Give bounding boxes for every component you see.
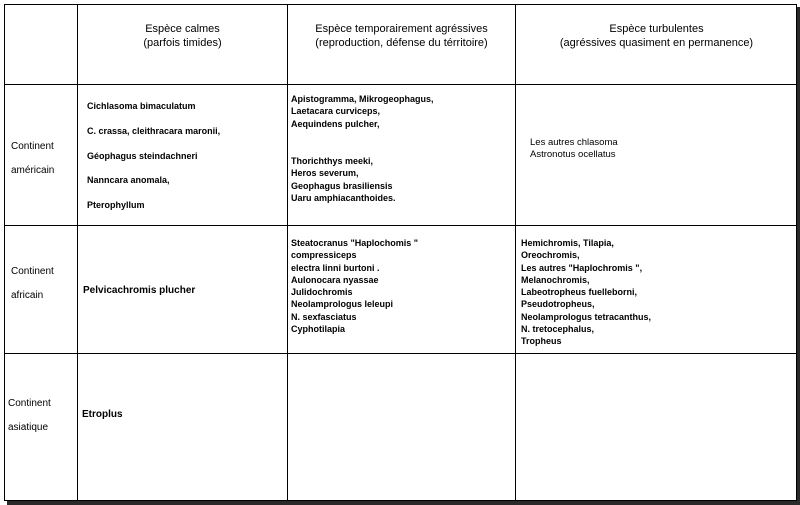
list-item: Steatocranus "Haplochomis " (291, 238, 419, 248)
list-item: Les autres "Haplochromis ", (521, 262, 643, 273)
list-item: Cyphotilapia (291, 324, 346, 335)
cell-asiatique-calm: Etroplus (82, 409, 123, 420)
list-item: Julidochromis (291, 287, 353, 298)
row-label-line2: africain (11, 290, 44, 301)
row-label-americain (11, 141, 54, 177)
list-item: Nanncara anomala, (87, 175, 170, 186)
col-divider-2 (287, 4, 288, 501)
header-turbulent-title: Espèce turbulentes (609, 23, 704, 35)
list-item: Thorichthys meeki, (291, 156, 374, 166)
list-item: Pseudotropheus, (521, 299, 595, 310)
list-item: N. tretocephalus, (521, 324, 595, 335)
list-item: Hemichromis, Tilapia, (521, 238, 614, 248)
list-item: electra linni burtoni . (291, 262, 380, 273)
cell-africain-calm: Pelvicachromis plucher (83, 285, 196, 296)
col-divider-1 (77, 4, 78, 501)
row-label-africain (11, 266, 54, 302)
list-item: Aequindens pulcher, (291, 118, 380, 129)
row-label-line2: américain (11, 165, 55, 176)
list-item: Neolamprologus leleupi (291, 299, 394, 310)
header-turbulent-subtitle: (agréssives quasiment en permanence) (559, 37, 754, 49)
header-calm-title: Espèce calmes (145, 23, 220, 35)
list-item: Oreochromis, (521, 250, 580, 261)
header-turbulent (516, 22, 797, 50)
list-item: Geophagus brasiliensis (291, 180, 393, 191)
row-label-line1: Continent (11, 266, 54, 277)
row-label-line1: Continent (8, 398, 51, 409)
cell-americain-turbulent (530, 137, 618, 162)
row-label-line2: asiatique (8, 422, 49, 433)
col-divider-3 (515, 4, 516, 501)
header-temporary-title: Espèce temporairement agréssives (315, 23, 488, 35)
header-temporary (288, 22, 515, 50)
header-temporary-subtitle: (reproduction, défense du térritoire) (315, 37, 488, 49)
list-item: Laetacara curviceps, (291, 106, 381, 117)
list-item: Heros severum, (291, 168, 359, 179)
row-label-asiatique (8, 398, 51, 434)
list-item: compressiceps (291, 250, 357, 261)
list-item: Apistogramma, Mikrogeophagus, (291, 94, 434, 104)
cell-americain-temporary-a (291, 93, 434, 130)
list-item: Uaru amphiacanthoides. (291, 192, 396, 203)
table-shadow-bottom (7, 501, 800, 505)
header-calm-subtitle: (parfois timides) (143, 37, 222, 49)
list-item: Géophagus steindachneri (87, 150, 198, 161)
row-label-line1: Continent (11, 141, 54, 152)
row-divider-2 (4, 225, 797, 226)
list-item: N. sexfasciatus (291, 311, 357, 322)
row-divider-3 (4, 353, 797, 354)
list-item: Pterophyllum (87, 200, 145, 211)
list-item: Labeotropheus fuelleborni, (521, 287, 638, 298)
row-divider-1 (4, 84, 797, 85)
cell-africain-turbulent (521, 237, 651, 348)
list-item: Tropheus (521, 336, 562, 347)
list-item: Neolamprologus tetracanthus, (521, 311, 652, 322)
list-item: Astronotus ocellatus (530, 149, 616, 161)
cell-americain-calm (87, 100, 220, 224)
list-item: Cichlasoma bimaculatum (87, 101, 196, 111)
list-item: Aulonocara nyassae (291, 274, 379, 285)
list-item: Melanochromis, (521, 274, 590, 285)
cell-americain-temporary-b (291, 155, 396, 204)
list-item: Les autres chlasoma (530, 137, 618, 148)
header-calm (78, 22, 287, 50)
cell-africain-temporary (291, 237, 418, 335)
list-item: C. crassa, cleithracara maronii, (87, 125, 221, 136)
